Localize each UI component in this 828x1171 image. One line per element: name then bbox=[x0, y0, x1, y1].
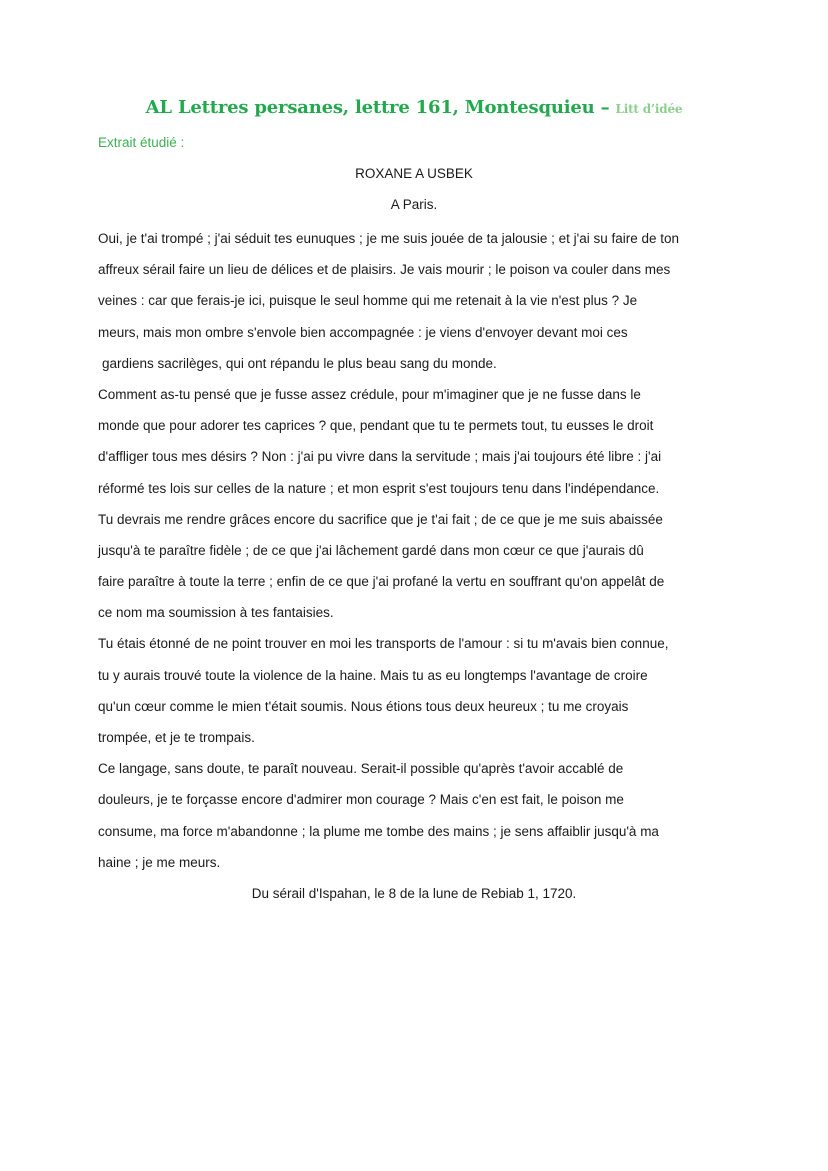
text-line: douleurs, je te forçasse encore d'admirer mon courage ? Mais c'en est fait, le poison me bbox=[98, 792, 624, 808]
text-line: consume, ma force m'abandonne ; la plume me tombe des mains ; je sens affaiblir jusqu'à ma bbox=[98, 823, 659, 839]
text-line: ce nom ma soumission à tes fantaisies. bbox=[98, 605, 334, 621]
text-line: faire paraître à toute la terre ; enfin de ce que j'ai profané la vertu en souffrant qu'on appelât de bbox=[98, 574, 665, 590]
text-line: qu'un cœur comme le mien t'était soumis. Nous étions tous deux heureux ; tu me croyais bbox=[98, 698, 629, 714]
letter-signature: Du sérail d'Ispahan, le 8 de la lune de Rebiab 1, 1720. bbox=[251, 886, 577, 901]
text-line: veines : car que ferais-je ici, puisque le seul homme qui me retenait à la vie n'est plus ? Je bbox=[98, 293, 638, 309]
text-line: monde que pour adorer tes caprices ? que, pendant que tu te permets tout, tu eusses le droit bbox=[98, 418, 654, 434]
text-line: haine ; je me meurs. bbox=[98, 854, 221, 870]
text-line: Tu étais étonné de ne point trouver en moi les transports de l'amour : si tu m'avais bien connue, bbox=[98, 636, 669, 652]
letter-body bbox=[98, 223, 738, 878]
text-line: Ce langage, sans doute, te paraît nouveau. Serait-il possible qu'après t'avoir accablé de bbox=[98, 761, 624, 777]
title-main: AL Lettres persanes, lettre 161, Montesquieu – bbox=[145, 97, 616, 118]
extract-label: Extrait étudié : bbox=[98, 135, 185, 150]
text-line: affreux sérail faire un lieu de délices et de plaisirs. Je vais mourir ; le poison va couler dans mes bbox=[98, 262, 671, 278]
text-line: Oui, je t'ai trompé ; j'ai séduit tes eunuques ; je me suis jouée de ta jalousie ; et j'ai su faire de ton bbox=[98, 231, 680, 246]
text-line: jusqu'à te paraître fidèle ; de ce que j'ai lâchement gardé dans mon cœur ce que j'aurais dû bbox=[98, 542, 644, 558]
text-line: Tu devrais me rendre grâces encore du sacrifice que je t'ai fait ; de ce que je me suis abaissée bbox=[98, 511, 663, 527]
text-line: tu y aurais trouvé toute la violence de la haine. Mais tu as eu longtemps l'avantage de croire bbox=[98, 667, 648, 683]
text-line: d'affliger tous mes désirs ? Non : j'ai pu vivre dans la servitude ; mais j'ai toujours été libre : j'ai bbox=[98, 449, 662, 465]
title-subtitle: Litt d’idée bbox=[615, 102, 683, 116]
text-line: réformé tes lois sur celles de la nature ; et mon esprit s'est toujours tenu dans l'indépendance. bbox=[98, 480, 660, 496]
document-title bbox=[0, 97, 828, 118]
letter-place: A Paris. bbox=[390, 197, 438, 212]
text-line: Comment as-tu pensé que je fusse assez crédule, pour m'imaginer que je ne fusse dans le bbox=[98, 386, 641, 402]
text-line: trompée, et je te trompais. bbox=[98, 730, 255, 745]
text-line: gardiens sacrilèges, qui ont répandu le plus beau sang du monde. bbox=[102, 355, 497, 371]
text-line: meurs, mais mon ombre s'envole bien accompagnée : je viens d'envoyer devant moi ces bbox=[98, 324, 628, 340]
letter-heading: ROXANE A USBEK bbox=[355, 166, 473, 181]
